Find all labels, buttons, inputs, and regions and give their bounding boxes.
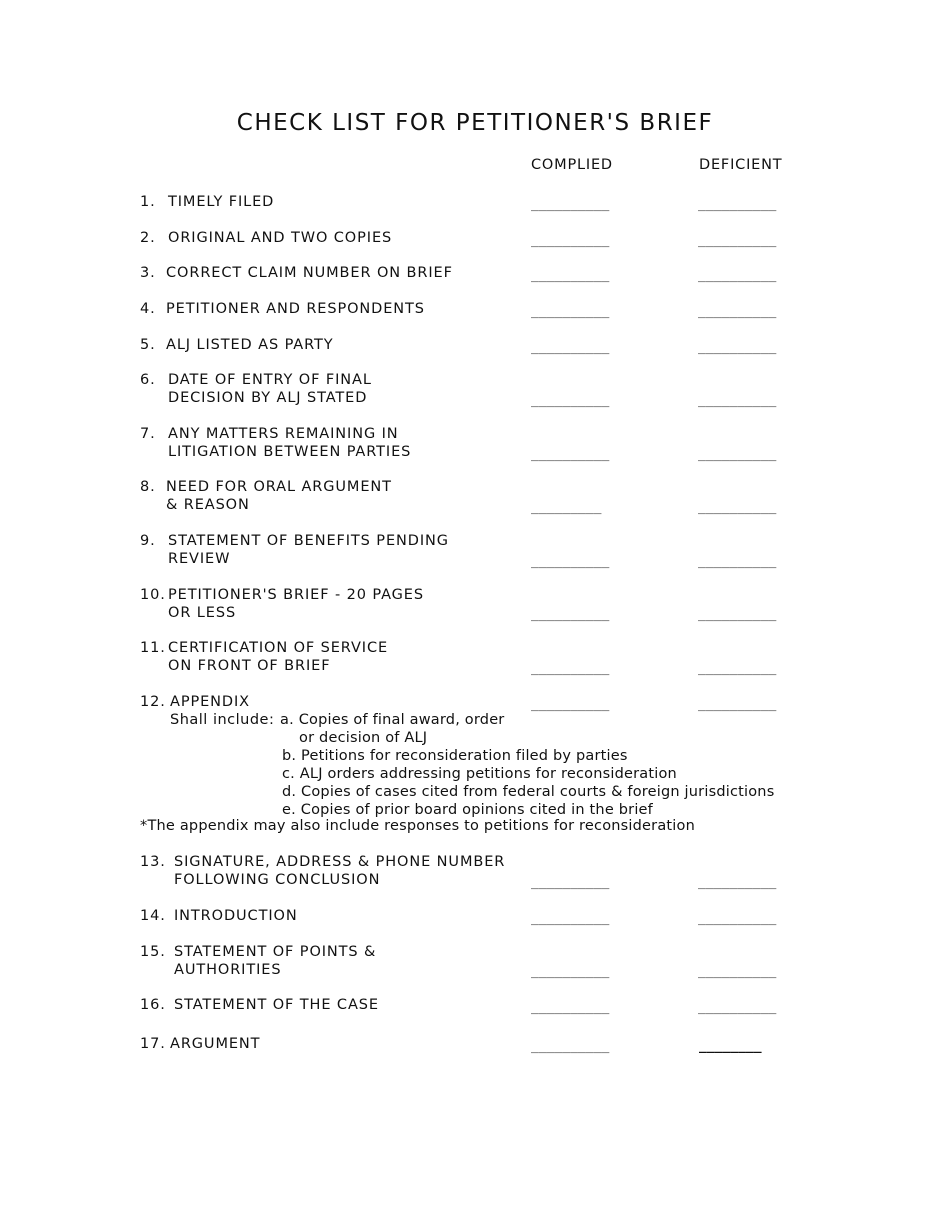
appendix-item-b: b. Petitions for reconsideration filed by parties bbox=[282, 748, 628, 764]
complied-blank-15: __________ bbox=[531, 964, 610, 979]
checklist-item-8 bbox=[140, 478, 392, 514]
item-number: 7. bbox=[140, 426, 156, 442]
item-number: 15. bbox=[140, 944, 166, 960]
item-number: 12. bbox=[140, 694, 166, 710]
item-number: 11. bbox=[140, 640, 166, 656]
checklist-item-9 bbox=[140, 532, 449, 568]
item-number: 2. bbox=[140, 230, 156, 246]
item-label-continued: DECISION BY ALJ STATED bbox=[168, 390, 368, 406]
item-number: 1. bbox=[140, 194, 156, 210]
item-number: 14. bbox=[140, 908, 166, 924]
item-number: 5. bbox=[140, 337, 156, 353]
deficient-blank-16: __________ bbox=[698, 1000, 777, 1015]
item-number: 4. bbox=[140, 301, 156, 317]
checklist-item-3 bbox=[140, 264, 453, 282]
complied-blank-4: __________ bbox=[531, 304, 610, 319]
checklist-item-17 bbox=[140, 1035, 260, 1053]
item-label: STATEMENT OF THE CASE bbox=[174, 997, 379, 1013]
complied-blank-3: __________ bbox=[531, 268, 610, 283]
item-label: STATEMENT OF POINTS & bbox=[174, 944, 377, 960]
item-label: ALJ LISTED AS PARTY bbox=[166, 337, 334, 353]
deficient-blank-9: __________ bbox=[698, 554, 777, 569]
item-label: CERTIFICATION OF SERVICE bbox=[168, 640, 389, 656]
checklist-item-2 bbox=[140, 229, 392, 247]
complied-blank-13: __________ bbox=[531, 875, 610, 890]
item-number: 6. bbox=[140, 372, 156, 388]
item-label: ORIGINAL AND TWO COPIES bbox=[168, 230, 393, 246]
deficient-blank-17: ________ bbox=[699, 1039, 762, 1054]
item-label: PETITIONER AND RESPONDENTS bbox=[166, 301, 425, 317]
appendix-item-e: e. Copies of prior board opinions cited in the brief bbox=[282, 802, 653, 818]
checklist-item-12 bbox=[140, 693, 777, 819]
complied-blank-10: __________ bbox=[531, 607, 610, 622]
deficient-blank-2: __________ bbox=[698, 233, 777, 248]
item-label: ANY MATTERS REMAINING IN bbox=[168, 426, 399, 442]
item-number: 9. bbox=[140, 533, 156, 549]
item-label: INTRODUCTION bbox=[174, 908, 298, 924]
deficient-blank-14: __________ bbox=[698, 911, 777, 926]
complied-blank-8: _________ bbox=[531, 500, 602, 515]
deficient-blank-7: __________ bbox=[698, 447, 777, 462]
deficient-blank-1: __________ bbox=[698, 197, 777, 212]
deficient-blank-15: __________ bbox=[698, 964, 777, 979]
appendix-item-a: a. Copies of final award, order bbox=[280, 712, 505, 728]
appendix-item-c: c. ALJ orders addressing petitions for reconsideration bbox=[282, 766, 677, 782]
item-number: 17. bbox=[140, 1036, 166, 1052]
complied-blank-6: __________ bbox=[531, 393, 610, 408]
item-label-continued: REVIEW bbox=[168, 551, 231, 567]
appendix-item-d: d. Copies of cases cited from federal courts & foreign jurisdictions bbox=[282, 784, 775, 800]
item-label: SIGNATURE, ADDRESS & PHONE NUMBER bbox=[174, 854, 506, 870]
deficient-blank-13: __________ bbox=[698, 875, 777, 890]
item-number: 10. bbox=[140, 587, 166, 603]
complied-blank-9: __________ bbox=[531, 554, 610, 569]
checklist-item-13 bbox=[140, 853, 505, 889]
item-label-continued: LITIGATION BETWEEN PARTIES bbox=[168, 444, 412, 460]
complied-blank-1: __________ bbox=[531, 197, 610, 212]
appendix-shall-include: Shall include: bbox=[170, 712, 275, 728]
deficient-blank-5: __________ bbox=[698, 340, 777, 355]
deficient-blank-11: __________ bbox=[698, 661, 777, 676]
complied-blank-7: __________ bbox=[531, 447, 610, 462]
item-label: APPENDIX bbox=[170, 694, 250, 710]
column-header-deficient: DEFICIENT bbox=[699, 157, 783, 173]
complied-blank-16: __________ bbox=[531, 1000, 610, 1015]
item-number: 13. bbox=[140, 854, 166, 870]
checklist-item-11 bbox=[140, 639, 388, 675]
checklist-item-5 bbox=[140, 336, 334, 354]
checklist-item-1 bbox=[140, 193, 274, 211]
item-label: PETITIONER'S BRIEF - 20 PAGES bbox=[168, 587, 424, 603]
appendix-item-a-continued: or decision of ALJ bbox=[299, 730, 428, 746]
deficient-blank-4: __________ bbox=[698, 304, 777, 319]
page-title: CHECK LIST FOR PETITIONER'S BRIEF bbox=[236, 110, 714, 136]
complied-blank-11: __________ bbox=[531, 661, 610, 676]
deficient-blank-8: __________ bbox=[698, 500, 777, 515]
item-label: TIMELY FILED bbox=[168, 194, 275, 210]
complied-blank-17: __________ bbox=[531, 1039, 610, 1054]
deficient-blank-6: __________ bbox=[698, 393, 777, 408]
complied-blank-5: __________ bbox=[531, 340, 610, 355]
checklist-item-6 bbox=[140, 371, 372, 407]
item-number: 3. bbox=[140, 265, 156, 281]
checklist-item-4 bbox=[140, 300, 425, 318]
complied-blank-12: __________ bbox=[531, 697, 610, 712]
deficient-blank-10: __________ bbox=[698, 607, 777, 622]
checklist-item-14 bbox=[140, 907, 298, 925]
checklist-item-10 bbox=[140, 586, 424, 622]
item-label-continued: FOLLOWING CONCLUSION bbox=[174, 872, 381, 888]
item-label: ARGUMENT bbox=[170, 1036, 261, 1052]
item-number: 16. bbox=[140, 997, 166, 1013]
item-label: STATEMENT OF BENEFITS PENDING bbox=[168, 533, 449, 549]
item-label-continued: AUTHORITIES bbox=[174, 962, 282, 978]
checklist-item-7 bbox=[140, 425, 411, 461]
checklist-item-15 bbox=[140, 943, 376, 979]
item-label: NEED FOR ORAL ARGUMENT bbox=[166, 479, 392, 495]
deficient-blank-12: __________ bbox=[698, 697, 777, 712]
item-label: DATE OF ENTRY OF FINAL bbox=[168, 372, 372, 388]
item-label-continued: ON FRONT OF BRIEF bbox=[168, 658, 331, 674]
item-label-continued: & REASON bbox=[166, 497, 250, 513]
complied-blank-2: __________ bbox=[531, 233, 610, 248]
deficient-blank-3: __________ bbox=[698, 268, 777, 283]
complied-blank-14: __________ bbox=[531, 911, 610, 926]
checklist-item-16 bbox=[140, 996, 379, 1014]
item-label-continued: OR LESS bbox=[168, 605, 237, 621]
column-header-complied: COMPLIED bbox=[531, 157, 613, 173]
item-label: CORRECT CLAIM NUMBER ON BRIEF bbox=[166, 265, 453, 281]
appendix-note: *The appendix may also include responses to petitions for reconsideration bbox=[140, 818, 695, 834]
item-number: 8. bbox=[140, 479, 156, 495]
